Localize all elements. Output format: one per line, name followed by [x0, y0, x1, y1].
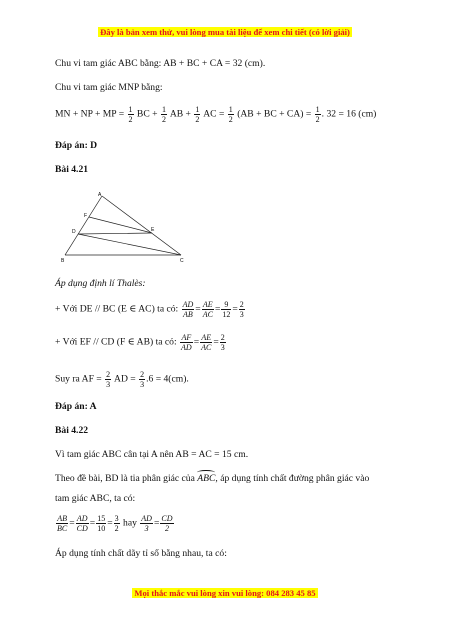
formula-mnp: MN + NP + MP = $\frac{1}{2}$ BC + $\frac{1}{2}$ AB + $\frac{1}{2}$ AC = $\frac{1}{2}$ (AB + BC + CA) = $\frac{1}{2}$ . 32 = 16 (cm) [55, 105, 377, 124]
angle-abc: ABC [197, 473, 216, 484]
answer-d: Đáp án: D [55, 140, 98, 151]
triangle-figure [55, 188, 195, 268]
footer-banner: Mọi thắc mắc vui lòng xin vui lòng: 084 283 45 85 [134, 588, 316, 598]
suy-ra-af: Suy ra AF = $\frac{2}{3}$ AD = $\frac{2}{3}$ .6 = 4(cm). [55, 370, 189, 389]
label-c: C [180, 258, 184, 264]
label-a: A [98, 192, 102, 198]
perimeter-abc-text: Chu vi tam giác ABC bằng: AB + BC + CA = 32 (cm). [55, 58, 266, 69]
isosceles-text: Vì tam giác ABC cân tại A nên AB = AC = 15 cm. [55, 449, 249, 460]
header-banner: Đây là bản xem thử, vui lòng mua tài liệu để xem chi tiết (có lời giải) [100, 27, 350, 37]
ratio-line: $\frac{AB}{BC}$ = $\frac{AD}{CD}$ = $\frac{15}{10}$ = $\frac{3}{2}$ hay $\frac{AD}{3}$ = $\frac{CD}{2}$ [57, 514, 173, 533]
bisector-text: Theo đề bài, BD là tia phân giác của ABC, áp dụng tính chất đường phân giác vào [55, 473, 370, 484]
ratio-property-text: Áp dụng tính chất dãy tỉ số bằng nhau, ta có: [55, 548, 227, 559]
label-e: E [151, 227, 155, 233]
label-d: D [72, 229, 76, 235]
perimeter-mnp-intro: Chu vi tam giác MNP bằng: [55, 82, 163, 93]
heading-bai-4-21: Bài 4.21 [55, 164, 89, 175]
de-parallel-line: + Với DE // BC (E ∈ AC) ta có: $\frac{AD}{AB}$ = $\frac{AE}{AC}$ = $\frac{9}{12}$ = $\frac{2}{3}$ [55, 300, 244, 319]
label-f: F [84, 213, 88, 219]
thales-intro: Áp dụng định lí Thalès: [55, 278, 146, 289]
ef-parallel-line: + Với EF // CD (F ∈ AB) ta có: $\frac{AF}{AD}$ = $\frac{AE}{AC}$ = $\frac{2}{3}$ [55, 333, 225, 352]
heading-bai-4-22: Bài 4.22 [55, 425, 89, 436]
answer-a: Đáp án: A [55, 401, 97, 412]
bisector-text-2: tam giác ABC, ta có: [55, 493, 136, 504]
label-b: B [61, 258, 65, 264]
